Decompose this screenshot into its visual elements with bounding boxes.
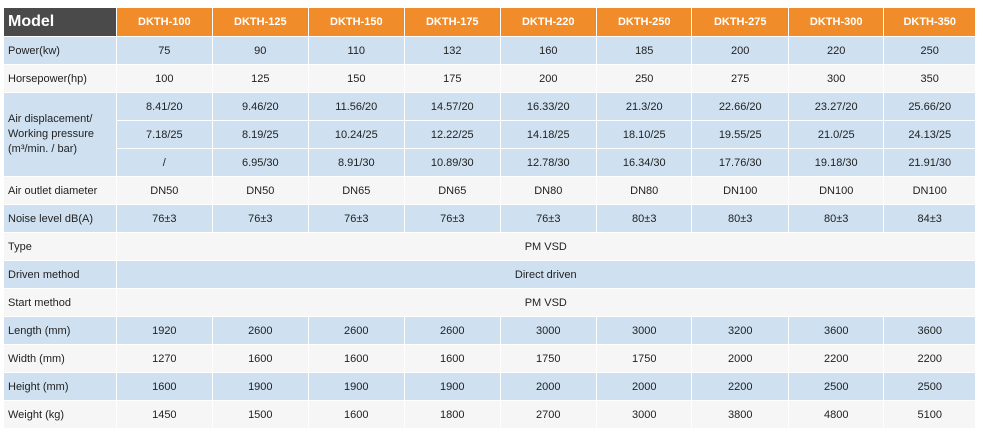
table-cell: 21.0/25 xyxy=(789,121,884,149)
table-cell: 1600 xyxy=(213,345,308,373)
model-column-header: DKTH-100 xyxy=(117,8,213,37)
table-cell: / xyxy=(117,149,213,177)
driven-row xyxy=(4,261,976,289)
label-line: Working pressure xyxy=(8,128,94,140)
start-row xyxy=(4,289,976,317)
table-cell: 250 xyxy=(884,37,976,65)
table-cell: 5100 xyxy=(884,401,976,429)
table-cell: 1900 xyxy=(405,373,500,401)
row-label: Noise level dB(A) xyxy=(4,205,117,233)
table-cell: 14.57/20 xyxy=(405,93,500,121)
table-cell: 3000 xyxy=(597,401,692,429)
table-cell: 7.18/25 xyxy=(117,121,213,149)
table-cell: 25.66/20 xyxy=(884,93,976,121)
table-cell: 175 xyxy=(405,65,500,93)
table-cell: 2200 xyxy=(884,345,976,373)
table-cell: 132 xyxy=(405,37,500,65)
table-cell: 3200 xyxy=(692,317,788,345)
model-column-header: DKTH-220 xyxy=(501,8,597,37)
table-cell: 2700 xyxy=(501,401,597,429)
table-cell: 2200 xyxy=(692,373,788,401)
table-cell: 76±3 xyxy=(501,205,597,233)
table-cell: 76±3 xyxy=(117,205,213,233)
air-displacement-label xyxy=(4,93,117,177)
table-cell: 150 xyxy=(309,65,405,93)
table-cell: 8.19/25 xyxy=(213,121,308,149)
table-cell: 2000 xyxy=(501,373,597,401)
table-cell: 3000 xyxy=(501,317,597,345)
table-cell: 300 xyxy=(789,65,884,93)
row-label: Horsepower(hp) xyxy=(4,65,117,93)
power-row xyxy=(4,37,976,65)
table-cell: DN100 xyxy=(789,177,884,205)
table-cell: 12.78/30 xyxy=(501,149,597,177)
table-cell: 110 xyxy=(309,37,405,65)
table-cell: 1450 xyxy=(117,401,213,429)
outlet-row xyxy=(4,177,976,205)
table-cell: 76±3 xyxy=(405,205,500,233)
table-cell: 100 xyxy=(117,65,213,93)
table-cell: 16.34/30 xyxy=(597,149,692,177)
table-cell: 1750 xyxy=(501,345,597,373)
table-cell: 19.55/25 xyxy=(692,121,788,149)
table-cell: 4800 xyxy=(789,401,884,429)
table-cell: 160 xyxy=(501,37,597,65)
table-cell: 21.3/20 xyxy=(597,93,692,121)
model-column-header: DKTH-275 xyxy=(692,8,788,37)
table-cell: 1900 xyxy=(213,373,308,401)
model-header: Model xyxy=(4,8,117,37)
table-cell: 10.89/30 xyxy=(405,149,500,177)
row-label: Driven method xyxy=(4,261,117,289)
table-cell: DN100 xyxy=(692,177,788,205)
table-cell: 12.22/25 xyxy=(405,121,500,149)
table-cell: 16.33/20 xyxy=(501,93,597,121)
spec-table xyxy=(4,8,976,429)
table-cell: DN50 xyxy=(213,177,308,205)
table-cell: 76±3 xyxy=(309,205,405,233)
model-column-header: DKTH-150 xyxy=(309,8,405,37)
table-cell: 11.56/20 xyxy=(309,93,405,121)
height-row xyxy=(4,373,976,401)
table-cell: 75 xyxy=(117,37,213,65)
row-label: Start method xyxy=(4,289,117,317)
table-cell: 80±3 xyxy=(597,205,692,233)
model-column-header: DKTH-250 xyxy=(597,8,692,37)
table-cell: 200 xyxy=(692,37,788,65)
table-cell: 6.95/30 xyxy=(213,149,308,177)
table-cell: DN50 xyxy=(117,177,213,205)
table-cell: 1600 xyxy=(309,401,405,429)
row-label: Type xyxy=(4,233,117,261)
table-cell: 2600 xyxy=(309,317,405,345)
label-line: (m³/min. / bar) xyxy=(8,143,78,155)
row-label: Power(kw) xyxy=(4,37,117,65)
weight-row xyxy=(4,401,976,429)
table-cell: 9.46/20 xyxy=(213,93,308,121)
table-cell: 200 xyxy=(501,65,597,93)
row-label: Height (mm) xyxy=(4,373,117,401)
table-cell: DN80 xyxy=(597,177,692,205)
table-cell: 1600 xyxy=(309,345,405,373)
noise-row xyxy=(4,205,976,233)
table-cell: 23.27/20 xyxy=(789,93,884,121)
air-displacement-row-20 xyxy=(4,93,976,121)
table-cell: 24.13/25 xyxy=(884,121,976,149)
horsepower-row xyxy=(4,65,976,93)
table-cell: 1600 xyxy=(405,345,500,373)
table-cell: 22.66/20 xyxy=(692,93,788,121)
table-cell: 350 xyxy=(884,65,976,93)
table-cell: 8.41/20 xyxy=(117,93,213,121)
air-displacement-row-25 xyxy=(4,121,976,149)
table-cell: 18.10/25 xyxy=(597,121,692,149)
table-cell: DN80 xyxy=(501,177,597,205)
table-cell: 275 xyxy=(692,65,788,93)
type-row xyxy=(4,233,976,261)
table-cell: 125 xyxy=(213,65,308,93)
table-cell: 1270 xyxy=(117,345,213,373)
table-cell: 3600 xyxy=(789,317,884,345)
row-label: Length (mm) xyxy=(4,317,117,345)
table-cell: 1900 xyxy=(309,373,405,401)
table-cell: Direct driven xyxy=(117,261,976,289)
table-cell: DN65 xyxy=(309,177,405,205)
table-cell: 10.24/25 xyxy=(309,121,405,149)
table-cell: 1920 xyxy=(117,317,213,345)
width-row xyxy=(4,345,976,373)
model-column-header: DKTH-175 xyxy=(405,8,500,37)
model-column-header: DKTH-300 xyxy=(789,8,884,37)
table-cell: 14.18/25 xyxy=(501,121,597,149)
table-cell: 2500 xyxy=(789,373,884,401)
table-cell: PM VSD xyxy=(117,289,976,317)
model-column-header: DKTH-350 xyxy=(884,8,976,37)
table-cell: 21.91/30 xyxy=(884,149,976,177)
table-cell: DN100 xyxy=(884,177,976,205)
table-cell: 80±3 xyxy=(789,205,884,233)
table-cell: 90 xyxy=(213,37,308,65)
table-cell: 250 xyxy=(597,65,692,93)
table-cell: 3800 xyxy=(692,401,788,429)
table-cell: 1600 xyxy=(117,373,213,401)
table-cell: 2000 xyxy=(692,345,788,373)
row-label: Weight (kg) xyxy=(4,401,117,429)
table-cell: 8.91/30 xyxy=(309,149,405,177)
model-column-header: DKTH-125 xyxy=(213,8,308,37)
table-cell: 220 xyxy=(789,37,884,65)
label-line: Air displacement/ xyxy=(8,113,93,125)
header-row xyxy=(4,8,976,37)
row-label: Width (mm) xyxy=(4,345,117,373)
table-cell: 2600 xyxy=(213,317,308,345)
table-cell: 17.76/30 xyxy=(692,149,788,177)
table-cell: 2000 xyxy=(597,373,692,401)
table-cell: DN65 xyxy=(405,177,500,205)
table-cell: 1750 xyxy=(597,345,692,373)
table-cell: 84±3 xyxy=(884,205,976,233)
table-cell: 2500 xyxy=(884,373,976,401)
table-cell: 1500 xyxy=(213,401,308,429)
length-row xyxy=(4,317,976,345)
table-cell: 1800 xyxy=(405,401,500,429)
table-cell: 3600 xyxy=(884,317,976,345)
table-cell: 2200 xyxy=(789,345,884,373)
table-cell: 76±3 xyxy=(213,205,308,233)
table-cell: 19.18/30 xyxy=(789,149,884,177)
table-cell: 3000 xyxy=(597,317,692,345)
table-cell: PM VSD xyxy=(117,233,976,261)
table-cell: 2600 xyxy=(405,317,500,345)
table-cell: 185 xyxy=(597,37,692,65)
air-displacement-row-30 xyxy=(4,149,976,177)
table-cell: 80±3 xyxy=(692,205,788,233)
row-label: Air outlet diameter xyxy=(4,177,117,205)
